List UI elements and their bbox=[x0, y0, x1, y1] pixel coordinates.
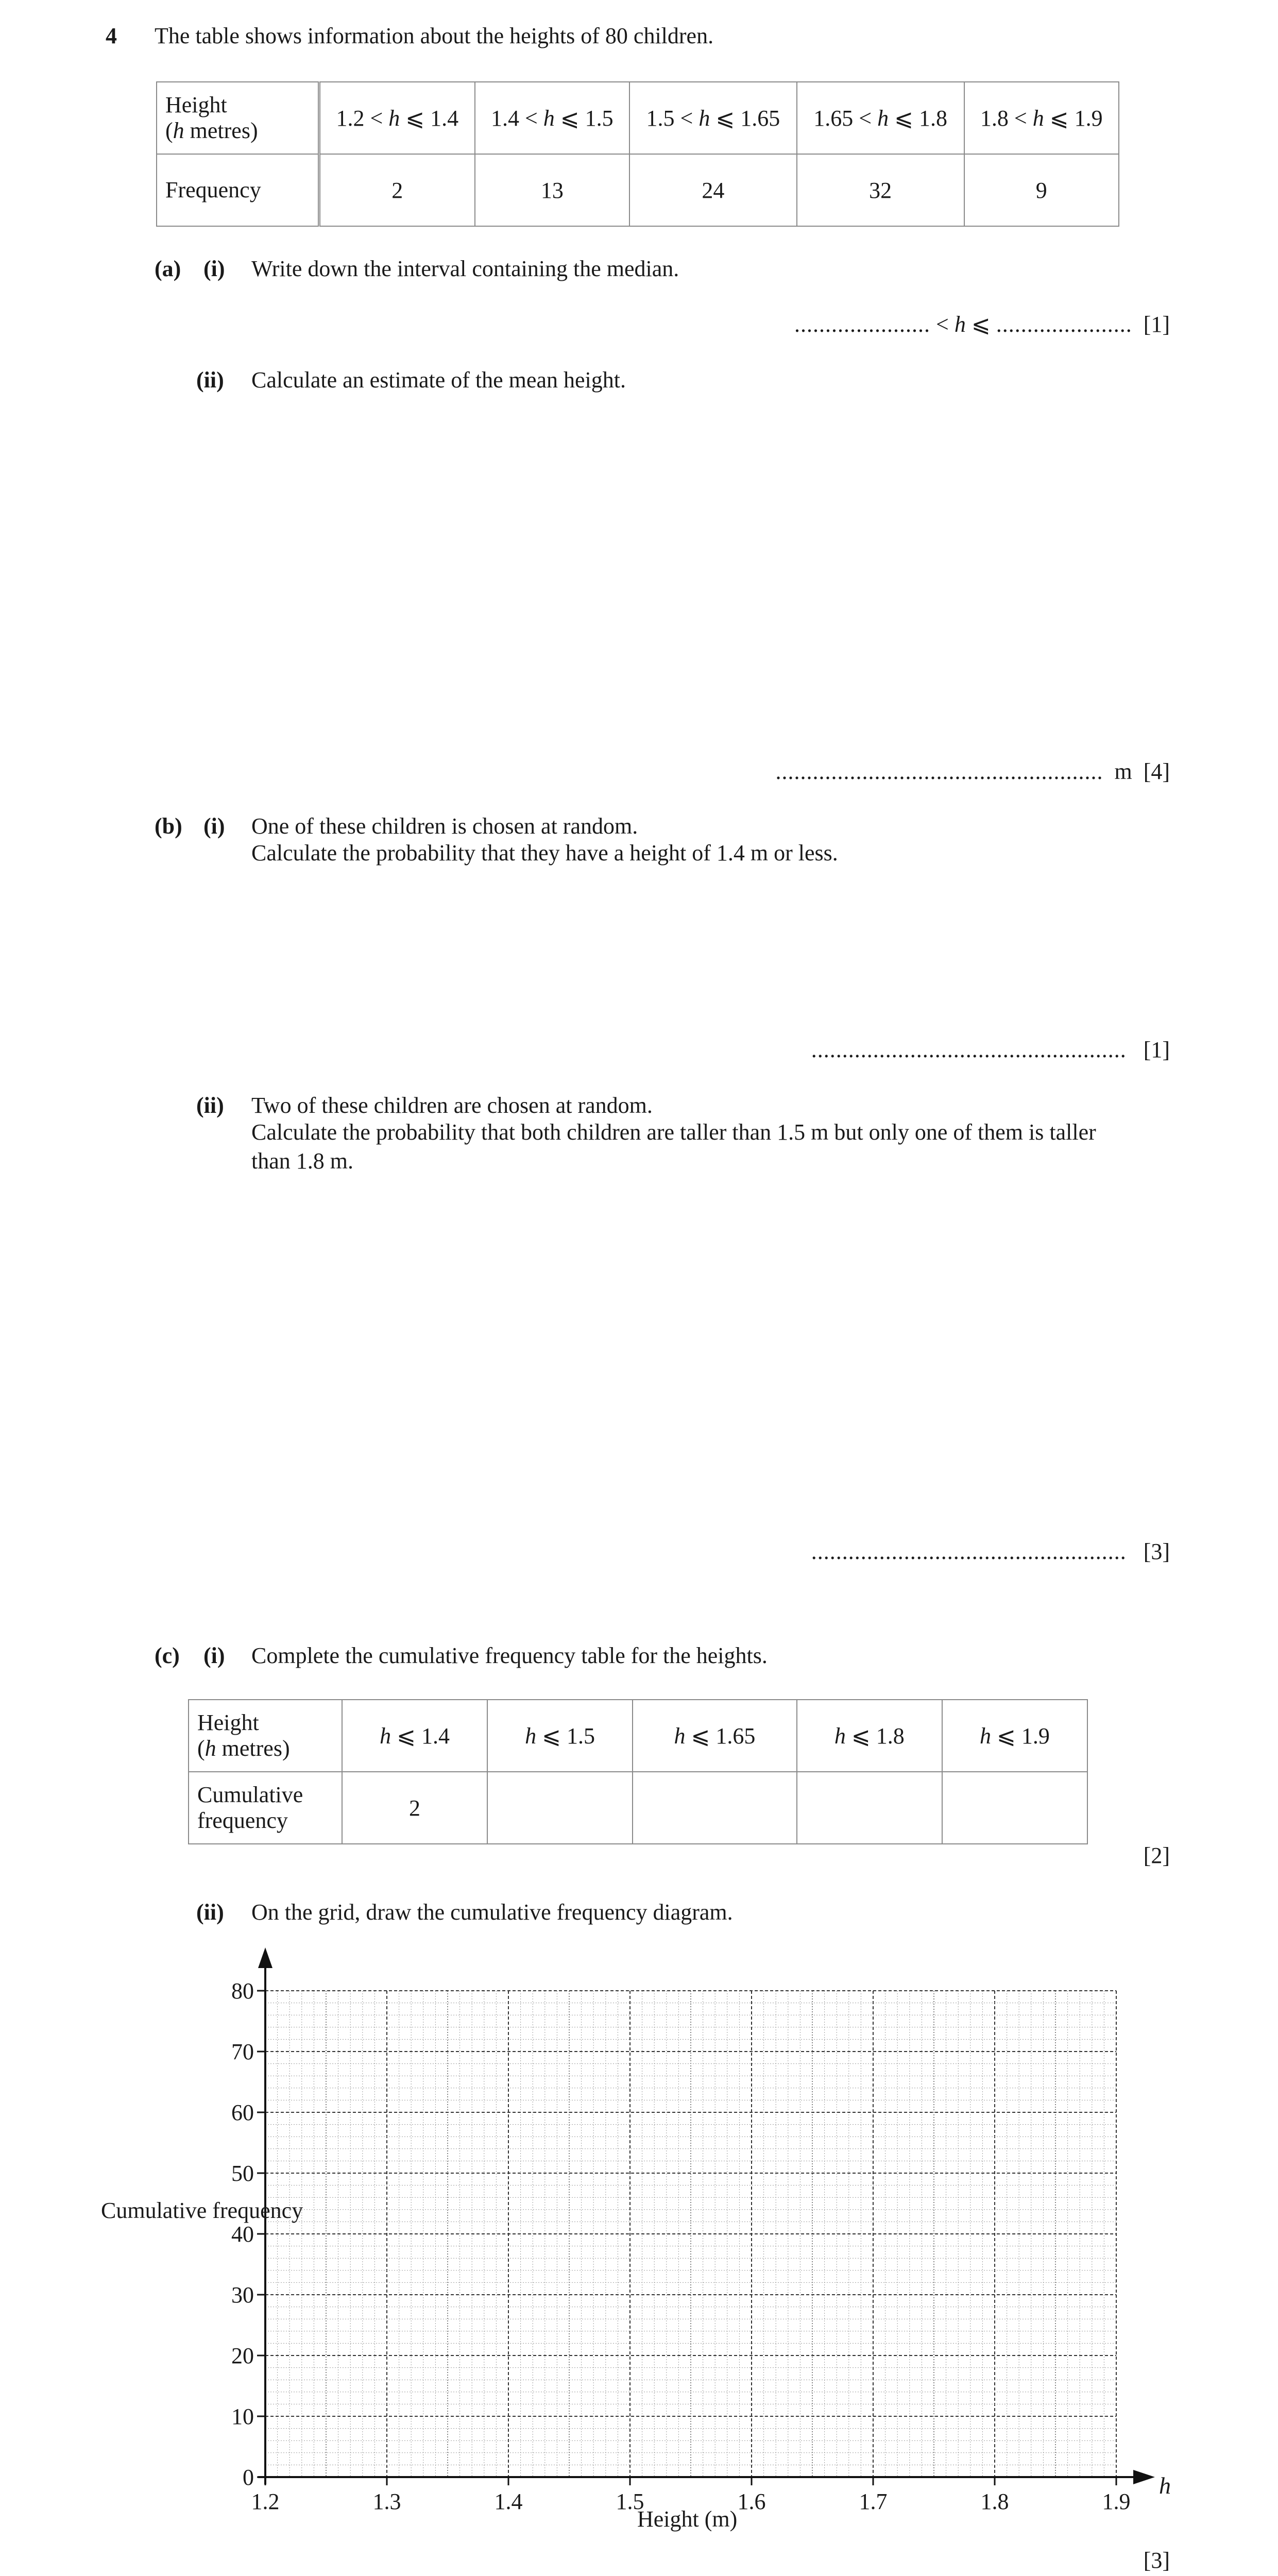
marks-a-i: [1] bbox=[1143, 312, 1170, 337]
marks-b-ii: [3] bbox=[1143, 1539, 1170, 1564]
cf-column-1: h ⩽ 1.4 bbox=[342, 1700, 487, 1772]
y-tick-label: 20 bbox=[231, 2343, 254, 2368]
interval-cell-3: 1.5 < h ⩽ 1.65 bbox=[629, 82, 797, 154]
interval-cell-5: 1.8 < h ⩽ 1.9 bbox=[964, 82, 1119, 154]
question-number: 4 bbox=[106, 23, 117, 48]
marks-a-ii: [4] bbox=[1143, 759, 1170, 784]
y-axis-title-text: Cumulative frequency bbox=[101, 2198, 303, 2223]
x-tick-label: 1.4 bbox=[494, 2489, 523, 2514]
interval-cell-2: 1.4 < h ⩽ 1.5 bbox=[475, 82, 629, 154]
frequency-cell-4: 32 bbox=[797, 154, 964, 226]
y-tick-label: 80 bbox=[231, 1978, 254, 2004]
y-axis-title bbox=[101, 2197, 303, 2225]
x-axis-arrow-icon bbox=[1133, 2470, 1155, 2484]
x-tick-label: 1.9 bbox=[1102, 2489, 1131, 2514]
question-intro: The table shows information about the heights of 80 children. bbox=[155, 23, 714, 48]
part-b-i-line2: Calculate the probability that they have a height of 1.4 m or less. bbox=[251, 840, 838, 866]
x-tick-label: 1.5 bbox=[616, 2489, 644, 2514]
cf-label-line2: frequency bbox=[197, 1808, 288, 1833]
y-tick-label: 70 bbox=[231, 2039, 254, 2064]
interval-cell-4: 1.65 < h ⩽ 1.8 bbox=[797, 82, 964, 154]
part-c-label: (c) bbox=[155, 1643, 180, 1668]
frequency-cell-1: 2 bbox=[319, 154, 475, 226]
y-tick-label: 0 bbox=[243, 2465, 254, 2490]
cf-height-header-cell: Height (h metres) bbox=[189, 1700, 342, 1772]
y-tick-label: 10 bbox=[231, 2404, 254, 2429]
marks-c-i: [2] bbox=[1143, 1843, 1170, 1868]
part-b-ii-line2: Calculate the probability that both children are taller than 1.5 m but only one of them is taller bbox=[251, 1120, 1096, 1145]
answer-line-a-i[interactable]: ...................... < h ⩽ ...................... [1] bbox=[794, 312, 1170, 337]
marks-c-ii: [3] bbox=[1143, 2548, 1170, 2573]
frequency-cell-3: 24 bbox=[629, 154, 797, 226]
marks-b-i: [1] bbox=[1143, 1037, 1170, 1062]
answer-line-b-ii[interactable]: ................................................... [3] bbox=[811, 1539, 1170, 1564]
frequency-cell-2: 13 bbox=[475, 154, 629, 226]
answer-line-b-i[interactable]: ................................................... [1] bbox=[811, 1037, 1170, 1062]
y-tick-label: 40 bbox=[231, 2222, 254, 2247]
cf-label-line1: Cumulative bbox=[197, 1782, 303, 1807]
frequency-label: Frequency bbox=[157, 154, 319, 226]
y-tick-label: 30 bbox=[231, 2282, 254, 2308]
height-header-cell: Height (h metres) bbox=[157, 82, 319, 154]
part-a-ii-label: (ii) bbox=[196, 367, 224, 393]
part-a-ii-text: Calculate an estimate of the mean height. bbox=[251, 367, 626, 393]
x-tick-label: 1.8 bbox=[980, 2489, 1009, 2514]
part-a-i-text: Write down the interval containing the median. bbox=[251, 256, 679, 281]
cf-column-5: h ⩽ 1.9 bbox=[942, 1700, 1087, 1772]
part-a-label: (a) bbox=[155, 256, 181, 281]
y-axis-arrow-icon bbox=[258, 1947, 272, 1968]
cf-column-2: h ⩽ 1.5 bbox=[487, 1700, 633, 1772]
part-c-ii-label: (ii) bbox=[196, 1900, 224, 1925]
x-tick-label: 1.2 bbox=[251, 2489, 280, 2514]
x-tick-label: 1.7 bbox=[859, 2489, 888, 2514]
part-c-i-label: (i) bbox=[203, 1643, 225, 1668]
cf-cell-1: 2 bbox=[342, 1772, 487, 1844]
part-c-i-text: Complete the cumulative frequency table for the heights. bbox=[251, 1643, 768, 1668]
cf-column-3: h ⩽ 1.65 bbox=[633, 1700, 797, 1772]
height-header-line1: Height bbox=[165, 92, 227, 117]
x-axis-title: Height (m) bbox=[637, 2506, 738, 2532]
part-c-ii-text: On the grid, draw the cumulative frequency diagram. bbox=[251, 1900, 733, 1925]
x-tick-label: 1.3 bbox=[372, 2489, 401, 2514]
part-b-i-label: (i) bbox=[203, 814, 225, 839]
part-b-label: (b) bbox=[155, 814, 182, 839]
part-b-i-line1: One of these children is chosen at random. bbox=[251, 814, 638, 839]
x-tick-label: 1.6 bbox=[737, 2489, 766, 2514]
y-tick-label: 60 bbox=[231, 2100, 254, 2125]
x-axis-letter: h bbox=[1159, 2472, 1171, 2499]
part-b-ii-line3: than 1.8 m. bbox=[251, 1148, 353, 1174]
cf-column-4: h ⩽ 1.8 bbox=[797, 1700, 942, 1772]
part-b-ii-line1: Two of these children are chosen at random. bbox=[251, 1093, 653, 1118]
part-b-ii-label: (ii) bbox=[196, 1093, 224, 1118]
y-tick-label: 50 bbox=[231, 2161, 254, 2186]
part-a-i-label: (i) bbox=[203, 256, 225, 281]
answer-line-a-ii[interactable]: ..................................................... m [4] bbox=[775, 759, 1170, 784]
cf-height-header-line1: Height bbox=[197, 1710, 259, 1735]
frequency-cell-5: 9 bbox=[964, 154, 1119, 226]
interval-cell-1: 1.2 < h ⩽ 1.4 bbox=[319, 82, 475, 154]
